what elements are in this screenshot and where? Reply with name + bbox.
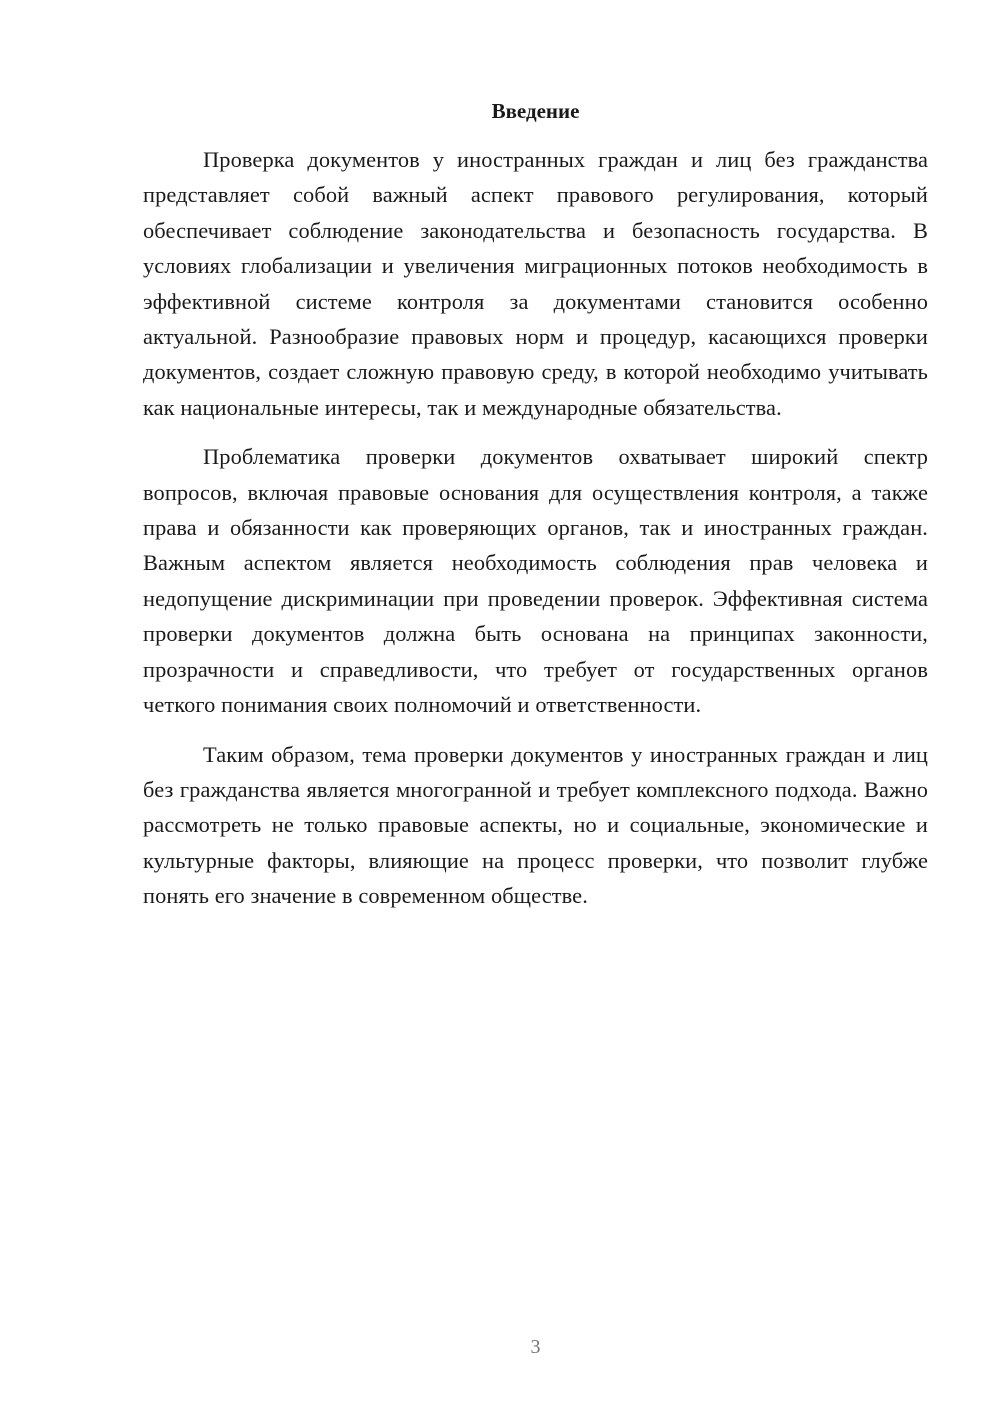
section-heading: Введение — [491, 99, 580, 123]
body-text — [143, 142, 928, 928]
paragraph-2: Проблематика проверки документов охватывает широкий спектр вопросов, включая правовые основания для осуществления контроля, а также права и обязанности как проверяющих органов, так и иностранных граждан. Важным аспектом является необходимость соблюдения прав человека и недопущение дискриминации при проведении проверок. Эффективная система проверки документов должна быть основана на принципах законности, прозрачности и справедливости, что требует от государственных органов четкого понимания своих полномочий и ответственности. — [143, 444, 928, 718]
paragraph-3: Таким образом, тема проверки документов у иностранных граждан и лиц без гражданства является многогранной и требует комплексного подхода. Важно рассмотреть не только правовые аспекты, но и социальные, экономические и культурные факторы, влияющие на процесс проверки, что позволит глубже понять его значение в современном обществе. — [143, 741, 928, 909]
paragraph-1: Проверка документов у иностранных граждан и лиц без гражданства представляет собой важный аспект правового регулирования, который обеспечивает соблюдение законодательства и безопасность государства. В условиях глобализации и увеличения миграционных потоков необходимость в эффективной системе контроля за документами становится особенно актуальной. Разнообразие правовых норм и процедур, касающихся проверки документов, создает сложную правовую среду, в которой необходимо учитывать как национальные интересы, так и международные обязательства. — [143, 147, 928, 420]
page-number: 3 — [530, 1336, 541, 1358]
